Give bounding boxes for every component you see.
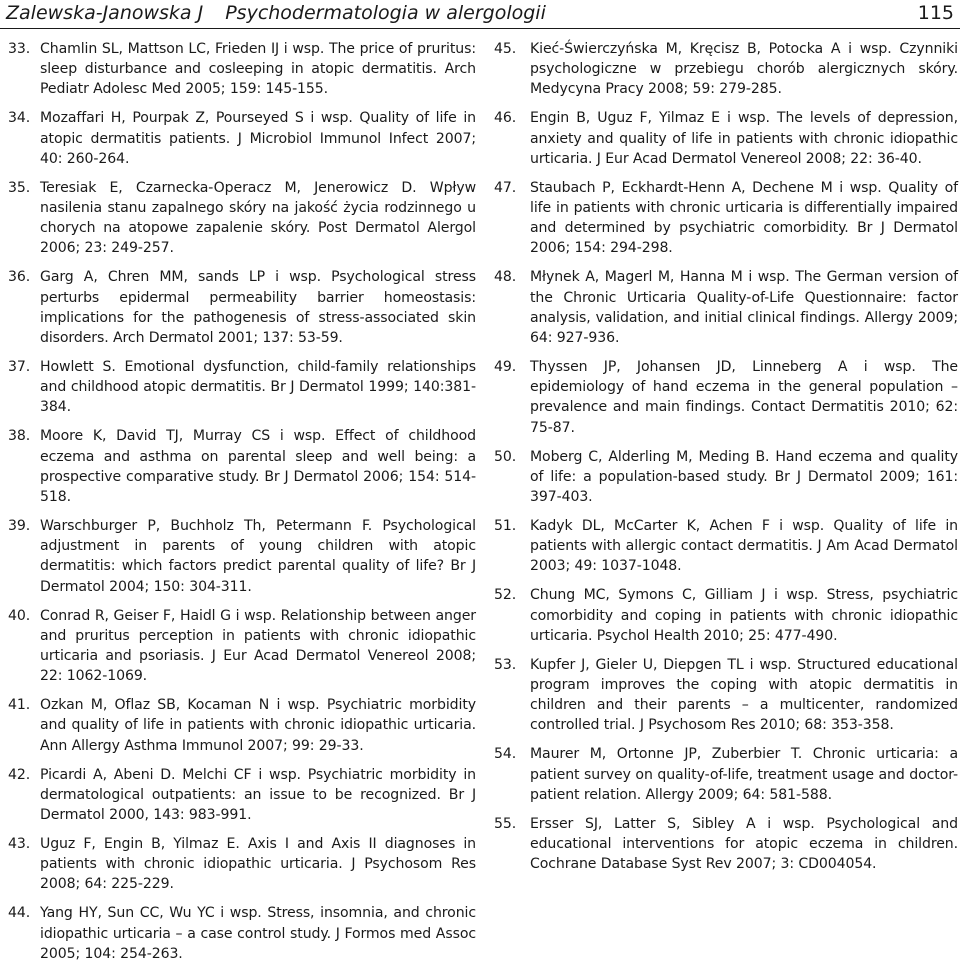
reference-number: 42. [8,766,31,783]
reference-text: Chung MC, Symons C, Gilliam J i wsp. Stress, psychiatric comorbidity and coping in patients with chronic idiopathic urticaria. Psychol Health 2010; 25: 477-490. [530,587,958,644]
reference-item-40 [8,606,476,687]
reference-item-44 [8,903,476,964]
reference-text: Teresiak E, Czarnecka-Operacz M, Jenerowicz D. Wpływ nasilenia stanu zapalnego skóry na jakość życia rodzinnego u chorych na atopowe zapalenie skóry. Post Dermatol Alergol 2006; 23: 249-257. [40,179,476,257]
reference-list-right-column [494,39,958,883]
reference-number: 35. [8,179,31,196]
reference-text: Ersser SJ, Latter S, Sibley A i wsp. Psychological and educational interventions for atopic eczema in children. Cochrane Database Syst Rev 2007; 3: CD004054. [530,815,958,873]
reference-number: 41. [8,697,31,714]
reference-number: 52. [494,587,517,604]
reference-text: Kieć-Świerczyńska M, Kręcisz B, Potocka A i wsp. Czynniki psychologiczne w przebiegu chorób alergicznych skóry. Medycyna Pracy 2008; 59: 279-285. [530,41,958,98]
reference-item-35 [8,178,476,259]
reference-item-45 [494,39,958,100]
reference-text: Howlett S. Emotional dysfunction, child-family relationships and childhood atopic dermatitis. Br J Dermatol 1999; 140:381-384. [40,359,476,416]
reference-item-47 [494,178,958,259]
reference-number: 53. [494,656,517,673]
reference-text: Kadyk DL, McCarter K, Achen F i wsp. Quality of life in patients with allergic contact dermatitis. J Am Acad Dermatol 2003; 49: 1037-1048. [530,518,958,575]
reference-text: Mozaffari H, Pourpak Z, Pourseyed S i wsp. Quality of life in atopic dermatitis patients. J Microbiol Immunol Infect 2007; 40: 260-264. [40,110,476,167]
reference-item-41 [8,695,476,756]
reference-item-52 [494,585,958,646]
reference-item-38 [8,426,476,507]
reference-text: Staubach P, Eckhardt-Henn A, Dechene M i wsp. Quality of life in patients with chronic urticaria is differentially impaired and determined by psychiatric comorbidity. Br J Dermatol 2006; 154: 294-298. [530,179,958,257]
reference-item-53 [494,655,958,736]
page-number: 115 [917,2,954,24]
reference-text: Uguz F, Engin B, Yilmaz E. Axis I and Axis II diagnoses in patients with chronic idiopathic urticaria. J Psychosom Res 2008; 64: 225-229. [40,836,476,893]
reference-text: Conrad R, Geiser F, Haidl G i wsp. Relationship between anger and pruritus perception in patients with chronic idiopathic urticaria and psoriasis. J Eur Acad Dermatol Venereol 2008; 22: 1062-1069. [40,607,476,685]
reference-number: 34. [8,110,31,127]
reference-number: 37. [8,359,31,376]
reference-number: 55. [494,815,517,832]
reference-item-49 [494,357,958,438]
reference-item-36 [8,267,476,348]
reference-number: 51. [494,518,517,535]
reference-text: Yang HY, Sun CC, Wu YC i wsp. Stress, insomnia, and chronic idiopathic urticaria – a case control study. J Formos med Assoc 2005; 104: 254-263. [40,905,476,962]
reference-item-39 [8,516,476,597]
reference-item-37 [8,357,476,418]
reference-item-33 [8,39,476,100]
reference-number: 49. [494,359,517,376]
reference-number: 38. [8,428,31,445]
reference-text: Młynek A, Magerl M, Hanna M i wsp. The German version of the Chronic Urticaria Quality-of-Life Questionnaire: factor analysis, validation, and initial clinical findings. Allergy 2009; 64: 927-936. [530,269,958,347]
reference-text: Engin B, Uguz F, Yilmaz E i wsp. The levels of depression, anxiety and quality of life in patients with chronic idiopathic urticaria. J Eur Acad Dermatol Venereol 2008; 22: 36-40. [530,110,958,167]
reference-text: Maurer M, Ortonne JP, Zuberbier T. Chronic urticaria: a patient survey on quality-of-life, treatment usage and doctor-patient relation. Allergy 2009; 64: 581-588. [530,746,958,803]
reference-text: Picardi A, Abeni D. Melchi CF i wsp. Psychiatric morbidity in dermatological outpatients: an issue to be recognized. Br J Dermatol 2000, 143: 983-991. [40,766,476,824]
reference-item-48 [494,267,958,348]
reference-text: Thyssen JP, Johansen JD, Linneberg A i wsp. The epidemiology of hand eczema in the general population – prevalence and main findings. Contact Dermatitis 2010; 62: 75-87. [530,359,958,436]
running-title-journal-section: Psychodermatologia w alergologii [225,2,546,24]
running-title-author: Zalewska-Janowska J [6,2,204,24]
reference-number: 48. [494,269,517,286]
reference-text: Garg A, Chren MM, sands LP i wsp. Psychological stress perturbs epidermal permeability barrier homeostasis: implications for the pathogenesis of stress-associated skin disorders. Arch Dermatol 2001; 137: 53-59. [40,269,476,347]
reference-list-left-column [8,39,476,973]
reference-number: 36. [8,269,31,286]
reference-text: Moberg C, Alderling M, Meding B. Hand eczema and quality of life: a population-based study. Br J Dermatol 2009; 161: 397-403. [530,448,958,506]
reference-number: 33. [8,41,31,57]
reference-item-50 [494,447,958,508]
reference-item-54 [494,744,958,805]
running-header [0,0,960,29]
reference-number: 50. [494,448,517,465]
reference-item-42 [8,765,476,826]
reference-number: 54. [494,746,517,763]
reference-number: 46. [494,110,517,127]
reference-text: Chamlin SL, Mattson LC, Frieden IJ i wsp. The price of pruritus: sleep disturbance and cosleeping in atopic dermatitis. Arch Pediatr Adolesc Med 2005; 159: 145-155. [40,41,476,98]
reference-number: 43. [8,836,31,853]
reference-number: 47. [494,179,517,196]
reference-number: 40. [8,607,31,624]
reference-text: Warschburger P, Buchholz Th, Petermann F. Psychological adjustment in parents of young children with atopic dermatitis: which factors predict parental quality of life? Br J Dermatol 2004; 150: 304-311. [40,518,476,595]
reference-item-34 [8,108,476,169]
reference-item-43 [8,834,476,895]
running-title [6,0,546,26]
reference-item-55 [494,814,958,875]
reference-number: 45. [494,41,517,57]
reference-number: 39. [8,518,31,535]
reference-item-51 [494,516,958,577]
reference-text: Moore K, David TJ, Murray CS i wsp. Effect of childhood eczema and asthma on parental sleep and well being: a prospective comparative study. Br J Dermatol 2006; 154: 514-518. [40,428,476,506]
reference-text: Kupfer J, Gieler U, Diepgen TL i wsp. Structured educational program improves the coping with atopic dermatitis in children and their parents – a multicenter, randomized controlled trial. J Psychosom Res 2010; 68: 353-358. [530,656,958,734]
reference-text: Ozkan M, Oflaz SB, Kocaman N i wsp. Psychiatric morbidity and quality of life in patients with chronic idiopathic urticaria. Ann Allergy Asthma Immunol 2007; 99: 29-33. [40,697,476,754]
reference-number: 44. [8,905,31,922]
reference-item-46 [494,108,958,169]
